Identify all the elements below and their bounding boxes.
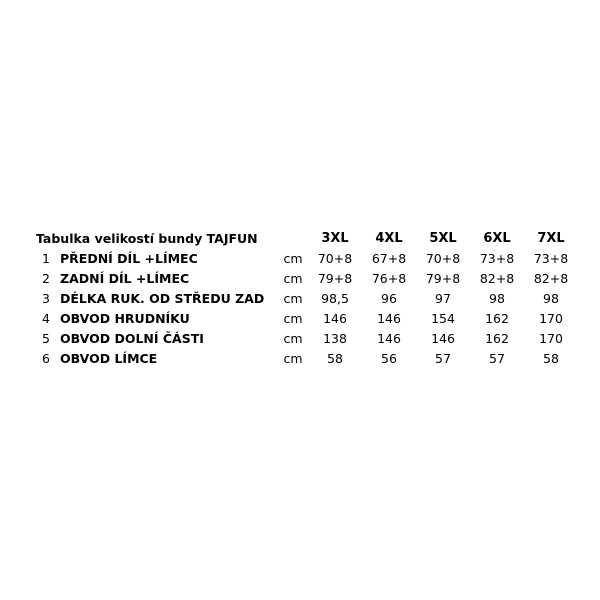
size-value: 73+8: [479, 251, 515, 266]
size-header-5xl: 5XL: [429, 231, 457, 246]
table-row: [36, 269, 578, 289]
measurement-name: DÉLKA RUK. OD STŘEDU ZAD: [60, 291, 265, 306]
unit-label: cm: [283, 331, 303, 346]
size-value: 98: [489, 291, 505, 306]
size-value: 57: [489, 351, 505, 366]
size-value: 170: [539, 331, 563, 346]
size-value: 82+8: [533, 271, 569, 286]
size-value: 146: [323, 311, 347, 326]
size-value: 162: [485, 331, 509, 346]
unit-label: cm: [283, 311, 303, 326]
size-chart-table: [36, 229, 578, 369]
size-value: 82+8: [479, 271, 515, 286]
size-value: 146: [377, 311, 401, 326]
measurement-name: OBVOD HRUDNÍKU: [60, 311, 190, 326]
size-value: 97: [435, 291, 451, 306]
row-number: 3: [42, 291, 50, 306]
measurement-name: PŘEDNÍ DÍL +LÍMEC: [60, 251, 198, 266]
size-value: 73+8: [533, 251, 569, 266]
size-header-3xl: 3XL: [321, 231, 349, 246]
size-value: 58: [327, 351, 343, 366]
size-header-6xl: 6XL: [483, 231, 511, 246]
measurement-name: OBVOD DOLNÍ ČÁSTI: [60, 331, 204, 346]
table-row: [36, 289, 578, 309]
size-value: 98,5: [321, 291, 349, 306]
unit-label: cm: [283, 351, 303, 366]
size-value: 70+8: [317, 251, 353, 266]
size-value: 138: [323, 331, 347, 346]
size-value: 56: [381, 351, 397, 366]
table-row: [36, 309, 578, 329]
size-header-4xl: 4XL: [375, 231, 403, 246]
size-header-7xl: 7XL: [537, 231, 565, 246]
measurement-name: ZADNÍ DÍL +LÍMEC: [60, 271, 190, 286]
table-row: [36, 329, 578, 349]
measurement-name: OBVOD LÍMCE: [60, 351, 158, 366]
row-number: 4: [42, 311, 50, 326]
table-row: [36, 349, 578, 369]
size-value: 98: [543, 291, 559, 306]
unit-label: cm: [283, 291, 303, 306]
size-value: 67+8: [371, 251, 407, 266]
row-number: 5: [42, 331, 50, 346]
size-value: 79+8: [425, 271, 461, 286]
size-value: 79+8: [317, 271, 353, 286]
row-number: 1: [42, 251, 50, 266]
table-row: [36, 249, 578, 269]
unit-label: cm: [283, 271, 303, 286]
size-value: 57: [435, 351, 451, 366]
size-value: 170: [539, 311, 563, 326]
unit-label: cm: [283, 251, 303, 266]
row-number: 2: [42, 271, 50, 286]
size-value: 162: [485, 311, 509, 326]
size-value: 70+8: [425, 251, 461, 266]
size-value: 154: [431, 311, 455, 326]
size-value: 76+8: [371, 271, 407, 286]
size-value: 146: [377, 331, 401, 346]
size-value: 96: [381, 291, 397, 306]
table-title: Tabulka velikostí bundy TAJFUN: [36, 231, 258, 246]
table-header-row: [36, 229, 578, 249]
size-value: 146: [431, 331, 455, 346]
size-value: 58: [543, 351, 559, 366]
row-number: 6: [42, 351, 50, 366]
